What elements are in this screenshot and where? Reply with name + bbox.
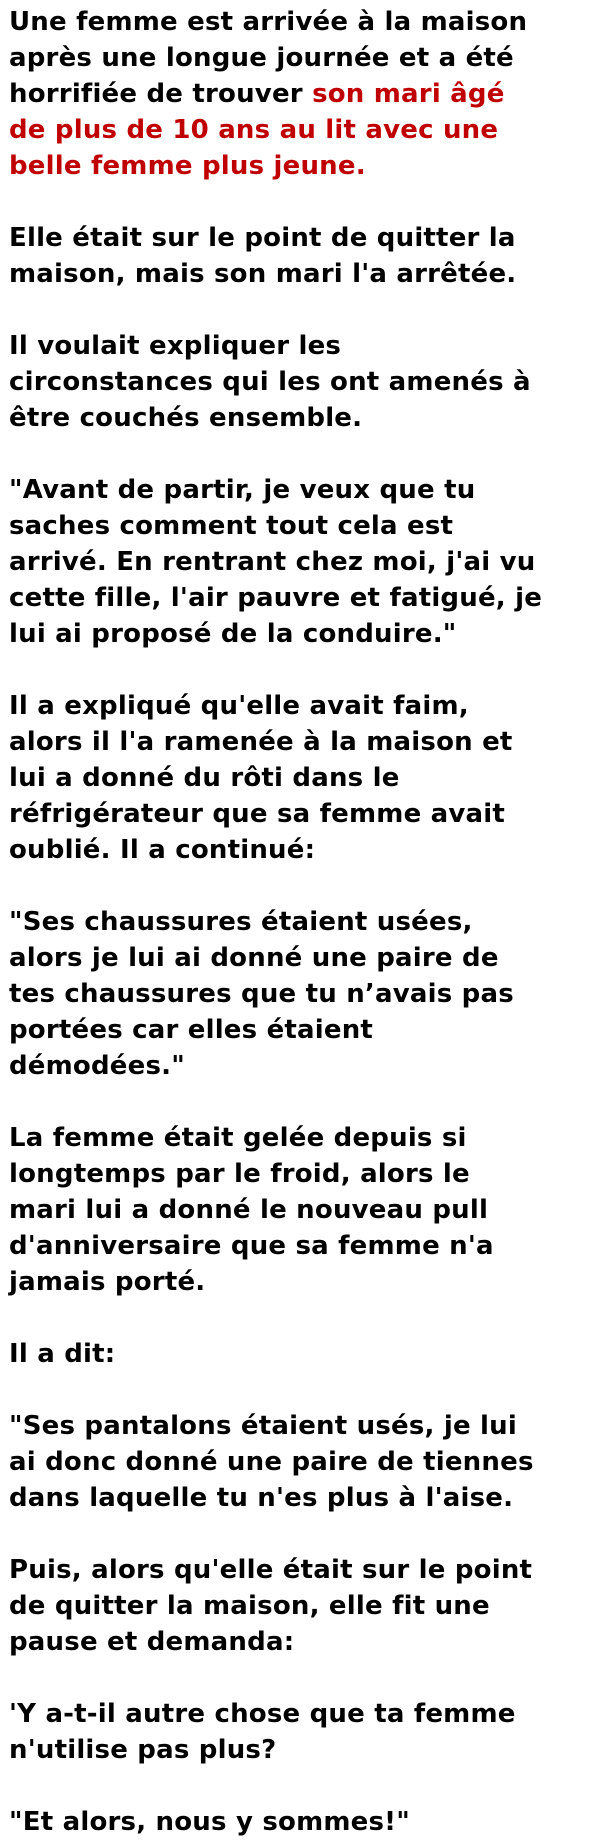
paragraph-1-text: Une femme est arrivée à la maison après une longue journée et a été horrifiée de trouver	[9, 7, 528, 109]
paragraph-4: "Avant de partir, je veux que tu saches comment tout cela est arrivé. En rentrant chez moi, j'ai vu cette fille, l'air pauvre et fatigué, je lui ai proposé de la conduire."	[9, 475, 543, 649]
paragraph-12: "Et alors, nous y sommes!"	[9, 1807, 410, 1837]
paragraph-7: La femme était gelée depuis si longtemps par le froid, alors le mari lui a donné le nouveau pull d'anniversaire que sa femme n'a jamais porté.	[9, 1123, 494, 1297]
paragraph-11: 'Y a-t-il autre chose que ta femme n'utilise pas plus?	[9, 1699, 516, 1765]
paragraph-9: "Ses pantalons étaient usés, je lui ai donc donné une paire de tiennes dans laquelle tu n'es plus à l'aise.	[9, 1411, 534, 1513]
highlighted-text: son mari âgé de plus de 10 ans au lit avec une belle femme plus jeune.	[9, 79, 505, 181]
paragraph-1	[9, 4, 594, 184]
paragraph-6: "Ses chaussures étaient usées, alors je lui ai donné une paire de tes chaussures que tu n’avais pas portées car elles étaient démodées."	[9, 907, 514, 1081]
paragraph-3: Il voulait expliquer les circonstances qui les ont amenés à être couchés ensemble.	[9, 331, 531, 433]
paragraph-5: Il a expliqué qu'elle avait faim, alors il l'a ramenée à la maison et lui a donné du rôti dans le réfrigérateur que sa femme avait oublié. Il a continué:	[9, 691, 513, 865]
paragraph-8: Il a dit:	[9, 1339, 116, 1369]
paragraph-10: Puis, alors qu'elle était sur le point de quitter la maison, elle fit une pause et demanda:	[9, 1555, 533, 1657]
paragraph-2: Elle était sur le point de quitter la maison, mais son mari l'a arrêtée.	[9, 223, 517, 289]
